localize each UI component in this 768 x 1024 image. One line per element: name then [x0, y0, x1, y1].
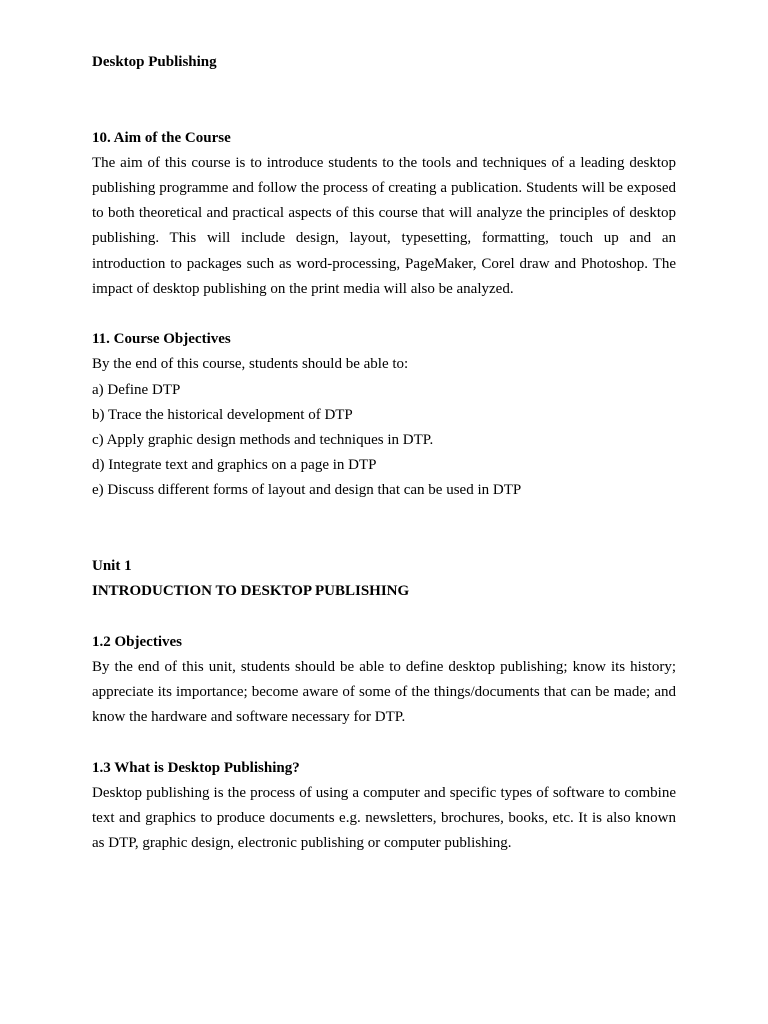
section-1-3-body: Desktop publishing is the process of using a computer and specific types of software to combine text and graphics to produce documents e.g. newsletters, brochures, books, etc. It is also known as DTP, graphic design, electronic publishing or computer publishing.: [92, 784, 676, 852]
section-11-intro: By the end of this course, students should be able to:: [92, 356, 409, 373]
unit-label: Unit 1: [92, 558, 132, 575]
section-10-heading: 10. Aim of the Course: [92, 129, 231, 146]
objective-item-e: e) Discuss different forms of layout and design that can be used in DTP: [92, 482, 522, 499]
section-10-body: The aim of this course is to introduce students to the tools and techniques of a leading desktop publishing programme and follow the process of creating a publication. Students will be exposed to both theoretical and practical aspects of this course that will analyze the principles of desktop publishing. This will include design, layout, typesetting, formatting, touch up and an introduction to packages such as word-processing, PageMaker, Corel draw and Photoshop. The impact of desktop publishing on the print media will also be analyzed.: [92, 154, 676, 297]
spacer: [92, 730, 676, 755]
section-11-heading: 11. Course Objectives: [92, 331, 231, 348]
objective-item-b: b) Trace the historical development of DTP: [92, 406, 353, 423]
section-1-2-heading: 1.2 Objectives: [92, 633, 182, 650]
objective-item-c: c) Apply graphic design methods and techniques in DTP.: [92, 432, 434, 449]
spacer: [92, 504, 676, 554]
spacer: [92, 302, 676, 327]
document-page: [92, 50, 676, 856]
objective-item-a: a) Define DTP: [92, 381, 181, 398]
section-1-3-heading: 1.3 What is Desktop Publishing?: [92, 759, 300, 776]
objective-item-d: d) Integrate text and graphics on a page in DTP: [92, 457, 377, 474]
spacer: [92, 75, 676, 125]
document-title: Desktop Publishing: [92, 54, 217, 70]
unit-title: INTRODUCTION TO DESKTOP PUBLISHING: [92, 583, 410, 600]
spacer: [92, 604, 676, 629]
section-1-2-body: By the end of this unit, students should be able to define desktop publishing; know its history; appreciate its importance; become aware of some of the things/documents that can be made; and know the hardware and software necessary for DTP.: [92, 658, 676, 726]
